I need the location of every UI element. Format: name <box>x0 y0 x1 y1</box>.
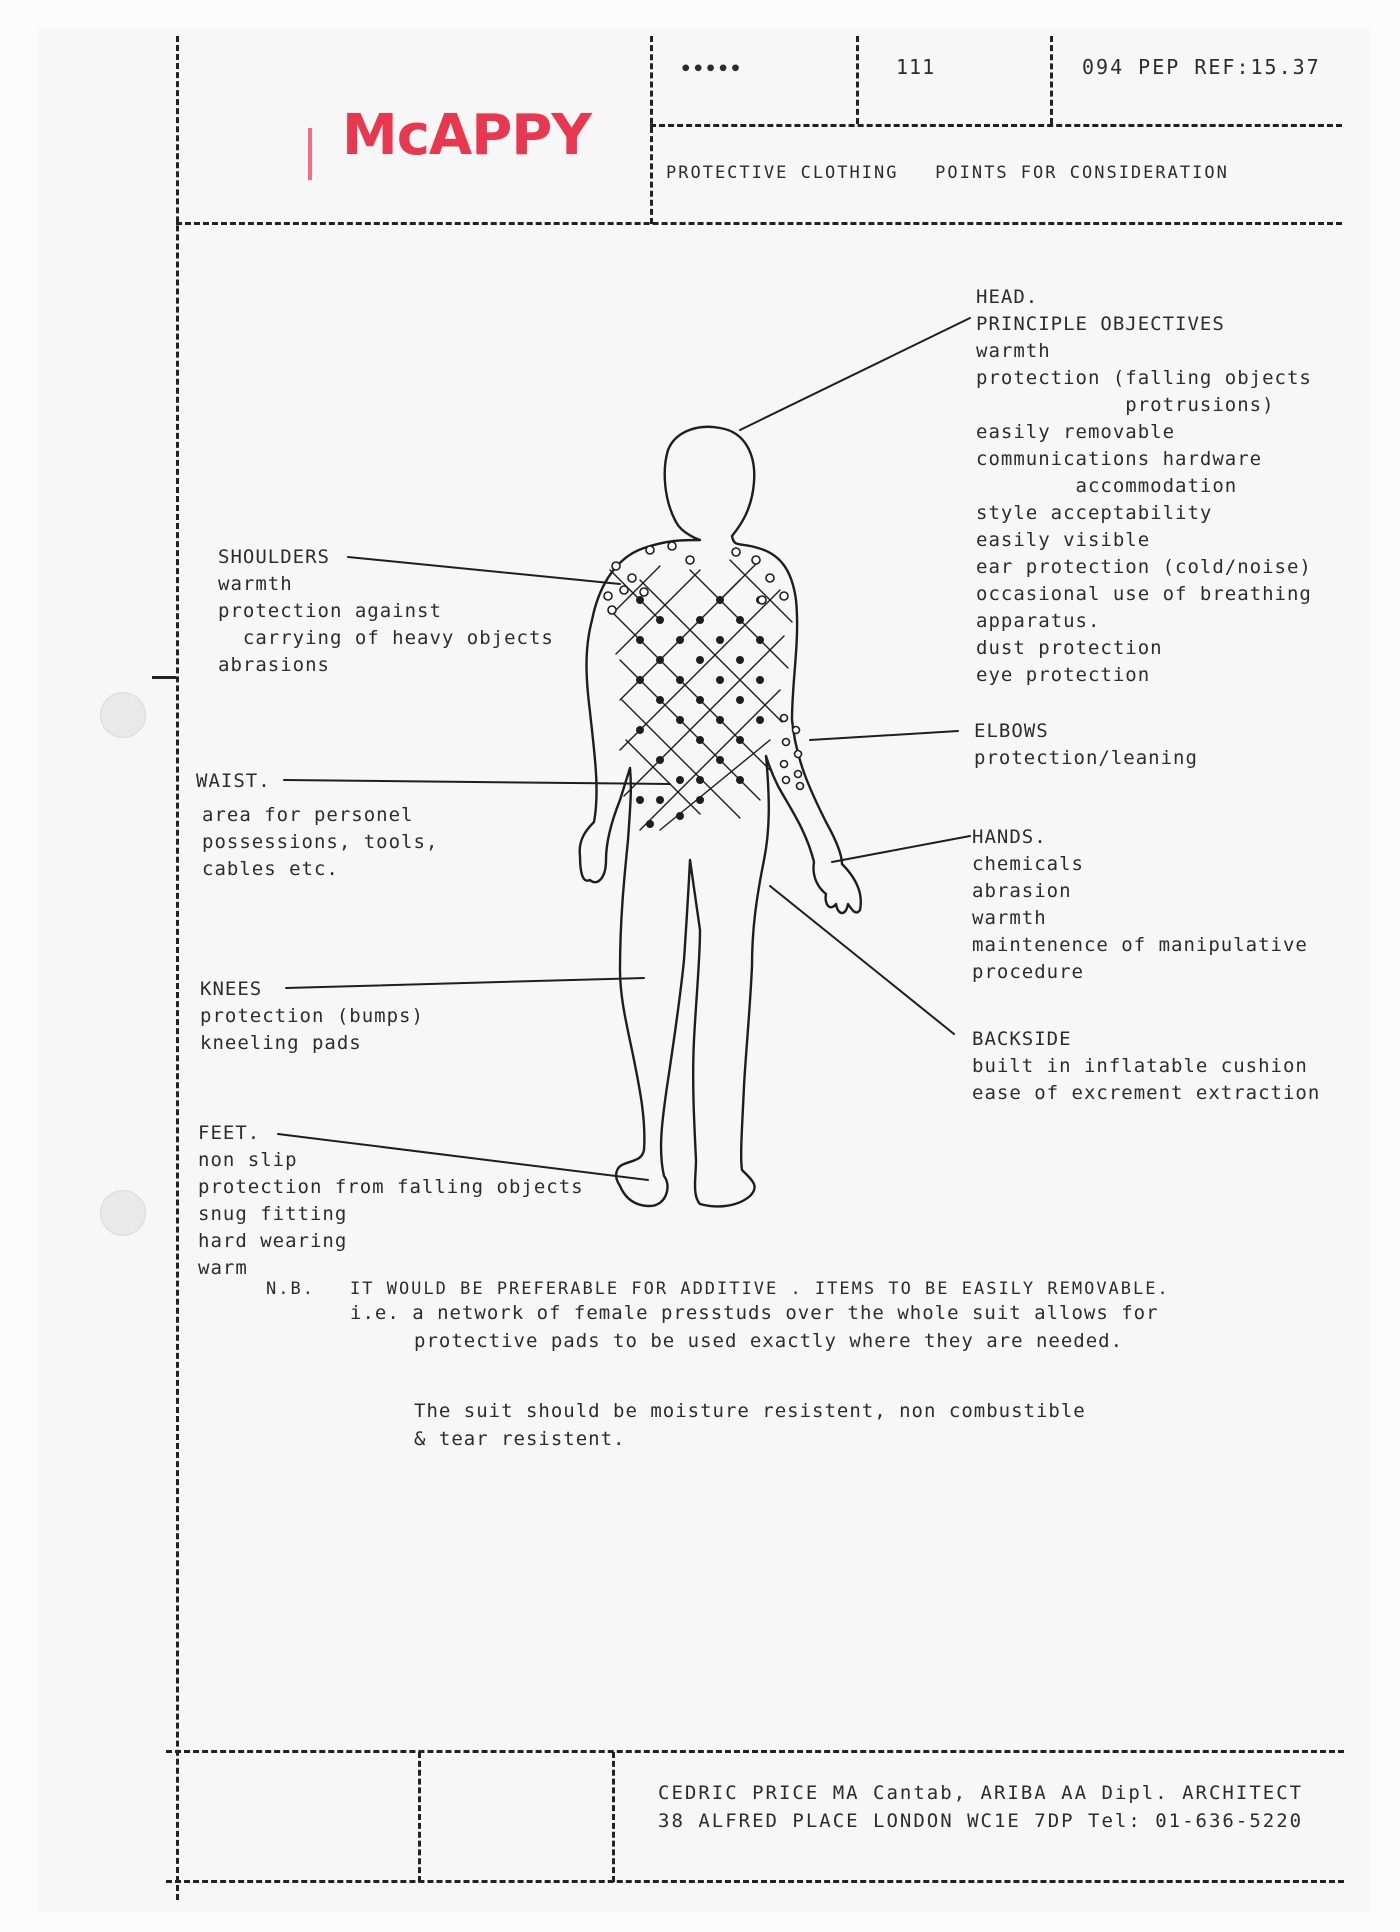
head-line: occasional use of breathing <box>976 583 1312 605</box>
feet-line: protection from falling objects <box>198 1176 584 1198</box>
head-line: PRINCIPLE OBJECTIVES <box>976 313 1225 335</box>
nb-label: N.B. <box>266 1279 315 1299</box>
feet-line: non slip <box>198 1149 298 1171</box>
hands-heading: HANDS. <box>972 826 1047 848</box>
presstud-dots <box>636 596 764 828</box>
feet-line: hard wearing <box>198 1230 348 1252</box>
head-line: easily removable <box>976 421 1176 443</box>
nb-line: i.e. a network of female presstuds over the whole suit allows for <box>350 1302 1159 1324</box>
feet-line: warm <box>198 1257 248 1279</box>
waist-line: possessions, tools, <box>202 831 439 853</box>
leader-backside <box>770 886 954 1034</box>
head-line: dust protection <box>976 637 1163 659</box>
backside-heading: BACKSIDE <box>972 1028 1072 1050</box>
backside-line: built in inflatable cushion <box>972 1055 1308 1077</box>
leader-shoulders <box>348 557 620 584</box>
header-dots: ••••• <box>680 58 743 80</box>
head-line: style acceptability <box>976 502 1213 524</box>
head-line: accommodation <box>976 475 1238 497</box>
feet-heading: FEET. <box>198 1122 261 1144</box>
head-line: easily visible <box>976 529 1151 551</box>
shoulders-heading: SHOULDERS <box>218 546 330 568</box>
knees-heading: KNEES <box>200 978 263 1000</box>
hands-line: warmth <box>972 907 1047 929</box>
elbows-line: protection/leaning <box>974 747 1198 769</box>
shoulders-line: protection against <box>218 600 442 622</box>
shoulders-line: carrying of heavy objects <box>218 627 554 649</box>
leader-waist <box>284 780 670 784</box>
head-line: ear protection (cold/noise) <box>976 556 1312 578</box>
footer-architect: CEDRIC PRICE MA Cantab, ARIBA AA Dipl. ARCHITECT <box>658 1782 1304 1804</box>
nb-line: IT WOULD BE PREFERABLE FOR ADDITIVE . ITEMS TO BE EASILY REMOVABLE. <box>350 1279 1170 1299</box>
head-heading: HEAD. <box>976 286 1039 308</box>
backside-line: ease of excrement extraction <box>972 1082 1321 1104</box>
waist-line: cables etc. <box>202 858 339 880</box>
footer-address: 38 ALFRED PLACE LONDON WC1E 7DP Tel: 01-636-5220 <box>658 1810 1304 1832</box>
leader-elbows <box>810 731 958 740</box>
head-line: eye protection <box>976 664 1151 686</box>
suit-line: The suit should be moisture resistent, non combustible <box>414 1400 1086 1422</box>
hands-line: chemicals <box>972 853 1084 875</box>
knees-line: kneeling pads <box>200 1032 362 1054</box>
leader-lines <box>278 318 970 1180</box>
feet-line: snug fitting <box>198 1203 348 1225</box>
leader-head <box>740 318 970 430</box>
reference-number: 094 PEP REF:15.37 <box>1082 55 1321 79</box>
shoulders-line: warmth <box>218 573 293 595</box>
mcappy-logo: McAPPY <box>342 103 591 168</box>
head-line: protrusions) <box>976 394 1275 416</box>
header-number: 111 <box>896 55 936 79</box>
waist-heading: WAIST. <box>196 770 271 792</box>
hands-line: abrasion <box>972 880 1072 902</box>
head-line: protection (falling objects <box>976 367 1312 389</box>
leader-knees <box>286 978 644 988</box>
shoulders-line: abrasions <box>218 654 330 676</box>
leader-hands <box>832 836 970 862</box>
head-line: warmth <box>976 340 1051 362</box>
knees-line: protection (bumps) <box>200 1005 424 1027</box>
nb-line: protective pads to be used exactly where they are needed. <box>414 1330 1124 1352</box>
waist-line: area for personel <box>202 804 414 826</box>
hands-line: maintenence of manipulative <box>972 934 1308 956</box>
body-outline <box>580 427 861 1207</box>
document-title: PROTECTIVE CLOTHING POINTS FOR CONSIDERATION <box>666 163 1229 183</box>
suit-line: & tear resistent. <box>414 1428 626 1450</box>
elbows-heading: ELBOWS <box>974 720 1049 742</box>
head-line: communications hardware <box>976 448 1263 470</box>
hands-line: procedure <box>972 961 1084 983</box>
head-line: apparatus. <box>976 610 1101 632</box>
